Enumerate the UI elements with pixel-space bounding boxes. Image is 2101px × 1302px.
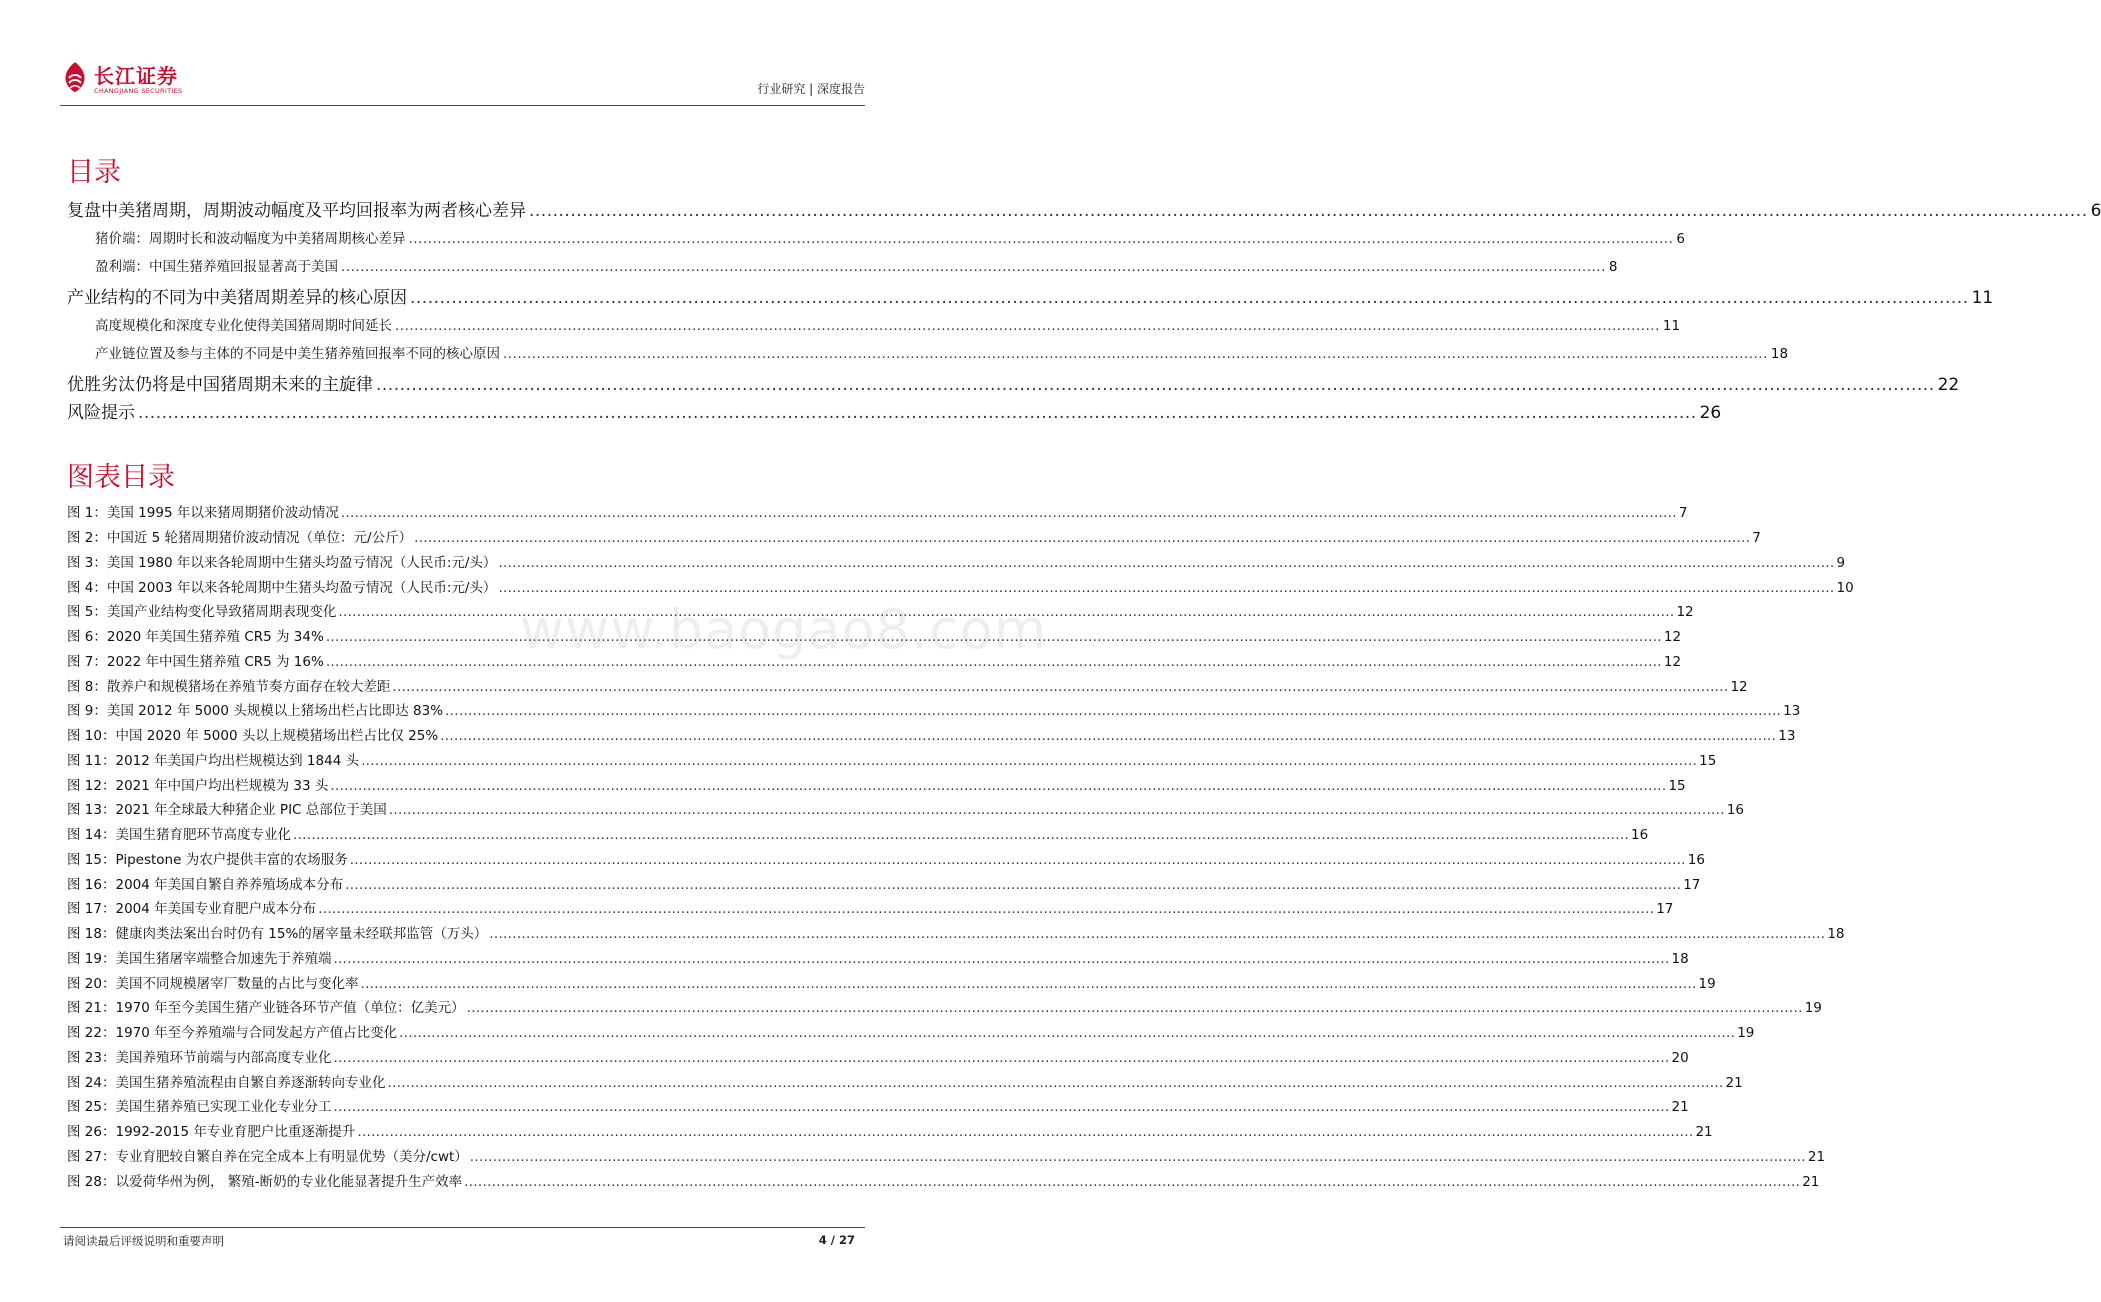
- toc-entry-text: 高度规模化和深度专业化使得美国猪周期时间延长: [95, 318, 392, 334]
- figure-page: 20: [1671, 1050, 1689, 1066]
- figure-number: 图 13：: [67, 802, 116, 818]
- company-logo: [60, 58, 200, 102]
- leader-dots: [440, 728, 1776, 744]
- figure-caption: 美国 1995 年以来猪周期猪价波动情况: [106, 505, 339, 521]
- leader-dots: [360, 976, 1696, 992]
- figure-entry[interactable]: [67, 947, 1689, 967]
- leader-dots: [409, 231, 1674, 247]
- toc-entry-text: 产业链位置及参与主体的不同是中美生猪养殖回报率不同的核心原因: [95, 346, 500, 362]
- figure-number: 图 2：: [67, 530, 107, 546]
- figure-number: 图 18：: [67, 926, 116, 942]
- figure-number: 图 10：: [67, 728, 116, 744]
- figure-entry[interactable]: [67, 873, 1701, 893]
- figure-number: 图 27：: [67, 1149, 116, 1165]
- logo-subtext: CHANGJIANG SECURITIES: [94, 87, 183, 95]
- leader-dots: [529, 201, 2088, 221]
- figure-caption: 2004 年美国专业育肥户成本分布: [115, 901, 317, 917]
- figure-number: 图 16：: [67, 877, 116, 893]
- figure-entry[interactable]: [67, 996, 1822, 1016]
- leader-dots: [470, 1149, 1806, 1165]
- figure-number: 图 24：: [67, 1075, 116, 1091]
- figure-page: 17: [1656, 901, 1674, 917]
- leader-dots: [395, 318, 1660, 334]
- figure-page: 19: [1804, 1000, 1822, 1016]
- toc-entry-text: 优胜劣汰仍将是中国猪周期未来的主旋律: [67, 375, 373, 395]
- leader-dots: [318, 901, 1654, 917]
- figure-page: 12: [1663, 629, 1682, 645]
- figure-caption: 中国 2003 年以来各轮周期中生猪头均盈亏情况（人民币:元/头）: [106, 580, 497, 596]
- figure-entry[interactable]: [67, 1120, 1713, 1140]
- toc-entry-text: 风险提示: [67, 403, 135, 423]
- figure-page: 21: [1802, 1174, 1820, 1190]
- figure-number: 图 11：: [67, 753, 116, 769]
- toc-entry-page: 22: [1937, 375, 1960, 395]
- leader-dots: [392, 679, 1728, 695]
- figure-entry[interactable]: [67, 1021, 1755, 1041]
- leader-dots: [464, 1174, 1800, 1190]
- figure-entry[interactable]: [67, 848, 1705, 868]
- leader-dots: [350, 852, 1686, 868]
- page-header: [60, 58, 865, 106]
- figure-number: 图 25：: [67, 1099, 116, 1115]
- logo-text: 长江证券: [94, 64, 178, 88]
- figure-entry[interactable]: [67, 1071, 1743, 1091]
- figure-number: 图 5：: [67, 604, 107, 620]
- figure-number: 图 7：: [67, 654, 107, 670]
- figure-caption: 美国 2012 年 5000 头规模以上猪场出栏占比即达 83%: [106, 703, 444, 719]
- figure-caption: 美国产业结构变化导致猪周期表现变化: [106, 604, 337, 620]
- figure-entry[interactable]: [67, 922, 1845, 942]
- figure-entry[interactable]: [67, 526, 1761, 546]
- figure-page: 21: [1725, 1075, 1743, 1091]
- figure-page: 15: [1668, 778, 1686, 794]
- figure-caption: 专业育肥较自繁自养在完全成本上有明显优势（美分/cwt）: [115, 1149, 468, 1165]
- figure-number: 图 20：: [67, 976, 116, 992]
- leader-dots: [293, 827, 1629, 843]
- figure-page: 7: [1678, 505, 1688, 521]
- figure-number: 图 28：: [67, 1174, 116, 1190]
- figure-entry[interactable]: [67, 897, 1674, 917]
- figure-page: 21: [1695, 1124, 1713, 1140]
- figure-caption: 美国生猪养殖已实现工业化专业分工: [115, 1099, 332, 1115]
- leader-dots: [345, 877, 1681, 893]
- watermark: www.baogao8.com: [520, 598, 1048, 661]
- figure-number: 图 3：: [67, 555, 107, 571]
- figure-entry[interactable]: [67, 1046, 1689, 1066]
- leader-dots: [341, 505, 1677, 521]
- leader-dots: [330, 778, 1666, 794]
- figure-entry[interactable]: [67, 1170, 1820, 1190]
- page-indicator: 4 / 27: [818, 1233, 855, 1247]
- footer-disclaimer: 请阅读最后评级说明和重要声明: [63, 1234, 224, 1248]
- figure-page: 7: [1752, 530, 1761, 546]
- figure-page: 19: [1737, 1025, 1755, 1041]
- figure-page: 10: [1836, 580, 1854, 596]
- figure-page: 21: [1807, 1149, 1826, 1165]
- figure-entry[interactable]: [67, 724, 1796, 744]
- report-category: 行业研究 | 深度报告: [757, 82, 865, 96]
- figure-page: 13: [1783, 703, 1801, 719]
- toc-entry-page: 11: [1971, 288, 1994, 308]
- figure-entry[interactable]: [67, 774, 1686, 794]
- leader-dots: [414, 530, 1750, 546]
- leader-dots: [361, 753, 1697, 769]
- figure-number: 图 6：: [67, 629, 107, 645]
- leader-dots: [498, 555, 1834, 571]
- figure-number: 图 15：: [67, 852, 116, 868]
- figure-entry[interactable]: [67, 551, 1846, 571]
- figure-caption: 美国生猪养殖流程由自繁自养逐渐转向专业化: [115, 1075, 386, 1091]
- figure-caption: 2022 年中国生猪养殖 CR5 为 16%: [106, 654, 324, 670]
- leader-dots: [410, 288, 1969, 308]
- leader-dots: [489, 926, 1825, 942]
- figure-caption: 中国 2020 年 5000 头以上规模猪场出栏占比仅 25%: [115, 728, 439, 744]
- toc-subentry[interactable]: [95, 255, 1618, 275]
- figure-number: 图 17：: [67, 901, 116, 917]
- leader-dots: [333, 1050, 1669, 1066]
- figure-entry[interactable]: [67, 972, 1716, 992]
- figure-entry[interactable]: [67, 1145, 1826, 1165]
- figure-caption: 1970 年至今美国生猪产业链各环节产值（单位：亿美元）: [115, 1000, 465, 1016]
- toc-subentry[interactable]: [95, 227, 1685, 247]
- figure-page: 19: [1698, 976, 1716, 992]
- figure-caption: 中国近 5 轮猪周期猪价波动情况（单位：元/公斤）: [106, 530, 413, 546]
- figure-number: 图 9：: [67, 703, 107, 719]
- figure-page: 18: [1671, 951, 1689, 967]
- toc-entry-text: 复盘中美猪周期，周期波动幅度及平均回报率为两者核心差异: [67, 201, 526, 221]
- figure-number: 图 8：: [67, 679, 107, 695]
- figure-page: 13: [1778, 728, 1796, 744]
- toc-entry[interactable]: [67, 283, 1994, 308]
- toc-entry-page: 26: [1699, 403, 1722, 423]
- figure-number: 图 14：: [67, 827, 116, 843]
- toc-entry-page: 8: [1608, 259, 1618, 275]
- toc-title: 目录: [67, 157, 121, 188]
- figure-caption: Pipestone 为农户提供丰富的农场服务: [115, 852, 348, 868]
- figure-page: 12: [1663, 654, 1682, 670]
- figure-entry[interactable]: [67, 675, 1748, 695]
- figure-page: 12: [1730, 679, 1748, 695]
- figure-number: 图 19：: [67, 951, 116, 967]
- figure-caption: 美国不同规模屠宰厂数量的占比与变化率: [115, 976, 359, 992]
- leader-dots: [387, 1075, 1723, 1091]
- header-divider: [60, 105, 865, 106]
- leader-dots: [376, 375, 1935, 395]
- figure-caption: 散养户和规模猪场在养殖节奏方面存在较大差距: [106, 679, 391, 695]
- figure-entry[interactable]: [67, 576, 1854, 596]
- leader-dots: [357, 1124, 1693, 1140]
- figure-caption: 1970 年至今养殖端与合同发起方产值占比变化: [115, 1025, 398, 1041]
- figure-caption: 美国生猪屠宰端整合加速先于养殖端: [115, 951, 332, 967]
- figure-caption: 美国养殖环节前端与内部高度专业化: [115, 1050, 332, 1066]
- figure-number: 图 23：: [67, 1050, 116, 1066]
- toc-entry[interactable]: [67, 370, 1960, 395]
- figure-caption: 美国生猪育肥环节高度专业化: [115, 827, 291, 843]
- toc-entry-page: 18: [1770, 346, 1789, 362]
- figure-page: 16: [1726, 802, 1745, 818]
- figure-page: 18: [1827, 926, 1845, 942]
- figure-entry[interactable]: [67, 501, 1688, 521]
- figure-caption: 以爱荷华州为例， 繁殖-断奶的专业化能显著提升生产效率: [115, 1174, 463, 1190]
- leader-dots: [399, 1025, 1735, 1041]
- figure-entry[interactable]: [67, 699, 1801, 719]
- figure-entry[interactable]: [67, 749, 1717, 769]
- figure-page: 12: [1676, 604, 1694, 620]
- toc-entry-text: 猪价端：周期时长和波动幅度为中美猪周期核心差异: [95, 231, 406, 247]
- toc-subentry[interactable]: [95, 342, 1789, 362]
- leader-dots: [138, 403, 1697, 423]
- toc-entry[interactable]: [67, 398, 1722, 423]
- figure-page: 16: [1687, 852, 1705, 868]
- figure-number: 图 21：: [67, 1000, 116, 1016]
- figure-caption: 2012 年美国户均出栏规模达到 1844 头: [115, 753, 360, 769]
- figure-entry[interactable]: [67, 823, 1649, 843]
- figure-page: 17: [1683, 877, 1701, 893]
- figure-number: 图 26：: [67, 1124, 116, 1140]
- figure-caption: 2021 年全球最大种猪企业 PIC 总部位于美国: [115, 802, 387, 818]
- toc-entry-page: 6: [1676, 231, 1685, 247]
- leader-dots: [389, 802, 1725, 818]
- footer-divider: [60, 1227, 865, 1228]
- figure-number: 图 1：: [67, 505, 107, 521]
- toc-entry-text: 盈利端：中国生猪养殖回报显著高于美国: [95, 259, 338, 275]
- toc-subentry[interactable]: [95, 314, 1681, 334]
- figure-caption: 健康肉类法案出台时仍有 15%的屠宰量未经联邦监管（万头）: [115, 926, 488, 942]
- toc-entry[interactable]: [67, 196, 2101, 221]
- leader-dots: [503, 346, 1768, 362]
- figure-caption: 2004 年美国自繁自养养殖场成本分布: [115, 877, 344, 893]
- leader-dots: [467, 1000, 1803, 1016]
- leader-dots: [341, 259, 1606, 275]
- figure-page: 9: [1836, 555, 1846, 571]
- toc-entry-page: 6: [2090, 201, 2101, 221]
- leader-dots: [333, 1099, 1669, 1115]
- leader-dots: [498, 580, 1834, 596]
- logo-emblem-icon: [60, 60, 90, 94]
- figure-caption: 2020 年美国生猪养殖 CR5 为 34%: [106, 629, 324, 645]
- leader-dots: [333, 951, 1669, 967]
- figure-caption: 2021 年中国户均出栏规模为 33 头: [115, 778, 329, 794]
- leader-dots: [445, 703, 1781, 719]
- figure-caption: 1992-2015 年专业育肥户比重逐渐提升: [115, 1124, 356, 1140]
- toc-entry-page: 11: [1662, 318, 1681, 334]
- figure-page: 16: [1631, 827, 1649, 843]
- figure-caption: 美国 1980 年以来各轮周期中生猪头均盈亏情况（人民币:元/头）: [106, 555, 497, 571]
- figure-number: 图 4：: [67, 580, 107, 596]
- figure-number: 图 22：: [67, 1025, 116, 1041]
- figure-number: 图 12：: [67, 778, 116, 794]
- toc-entry-text: 产业结构的不同为中美猪周期差异的核心原因: [67, 288, 407, 308]
- figure-page: 15: [1699, 753, 1717, 769]
- figure-entry[interactable]: [67, 1095, 1689, 1115]
- figure-page: 21: [1671, 1099, 1689, 1115]
- figures-title: 图表目录: [67, 462, 175, 493]
- figure-entry[interactable]: [67, 798, 1745, 818]
